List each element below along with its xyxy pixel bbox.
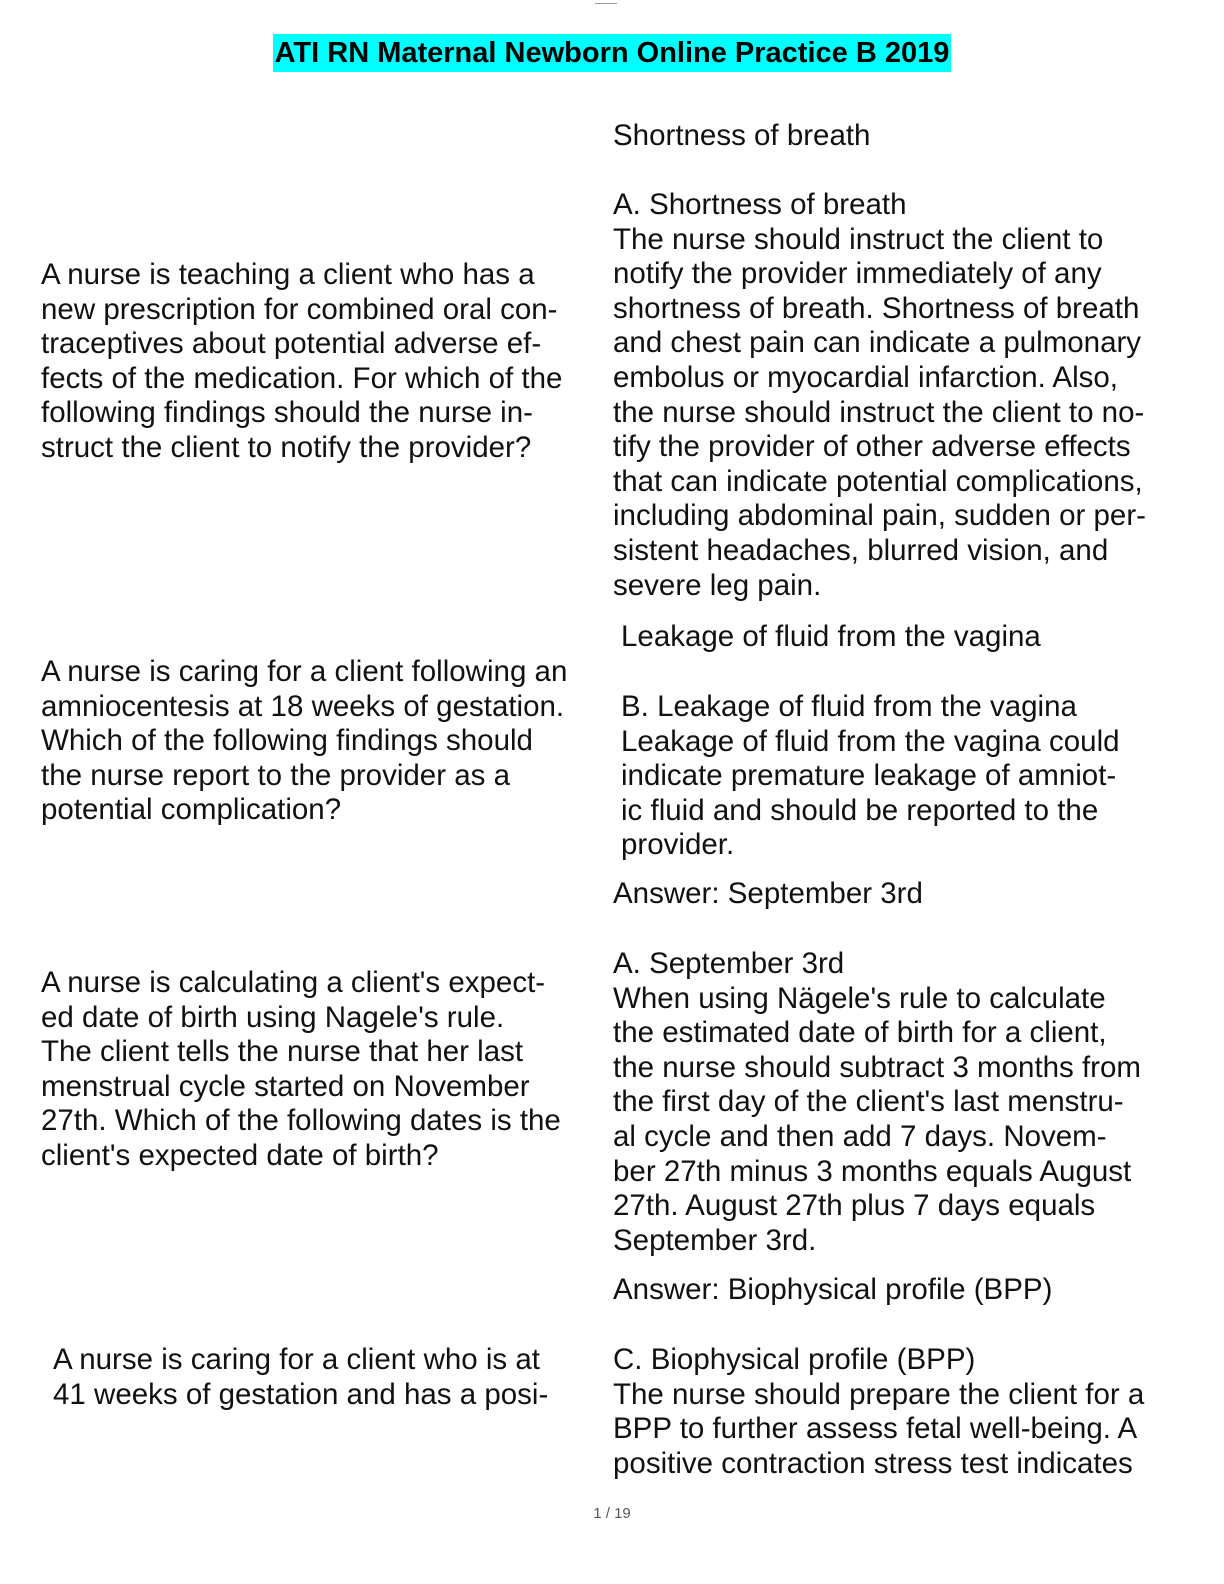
answer-summary: Answer: Biophysical profile (BPP) bbox=[613, 1273, 1053, 1306]
answer-summary: Shortness of breath bbox=[613, 119, 871, 152]
answer-summary: Leakage of fluid from the vagina bbox=[621, 620, 1041, 653]
title-container bbox=[0, 34, 1224, 72]
answer-explanation: B. Leakage of fluid from the vagina Leakage of fluid from the vagina could indicate premature leakage of amniot- ic fluid and should be reported to the provider. bbox=[621, 690, 1120, 862]
question-text: A nurse is calculating a client's expect- ed date of birth using Nagele's rule. The client tells the nurse that her last menstrual cycle started on November 27th. Which of the following dates is the client's expected date of birth? bbox=[41, 966, 561, 1172]
answer-explanation: A. September 3rd When using Nägele's rule to calculate the estimated date of birth for a client, the nurse should subtract 3 months from the first day of the client's last menstru- al cycle and then add 7 days. Novem- ber 27th minus 3 months equals August 27th. August 27th plus 7 days equals September 3rd. bbox=[613, 947, 1141, 1257]
top-header-mark bbox=[595, 0, 617, 4]
answer-explanation: A. Shortness of breath The nurse should instruct the client to notify the provider immediately of any shortness of breath. Shortness of breath and chest pain can indicate a pulmonary embolus or myocardial infarction. Also, the nurse should instruct the client to no- tify the provider of other adverse effects that can indicate potential complications, including abdominal pain, sudden or per- sistent headaches, blurred vision, and severe leg pain. bbox=[613, 188, 1146, 602]
answer-summary: Answer: September 3rd bbox=[613, 877, 923, 910]
page-number: 1 / 19 bbox=[593, 1505, 631, 1522]
document-title: ATI RN Maternal Newborn Online Practice B 2019 bbox=[273, 34, 952, 72]
question-text: A nurse is teaching a client who has a new prescription for combined oral con- traceptives about potential adverse ef- fects of the medication. For which of the following findings should the nurse in- struct the client to notify the provider? bbox=[41, 258, 563, 464]
answer-explanation: C. Biophysical profile (BPP) The nurse should prepare the client for a BPP to further assess fetal well-being. A positive contraction stress test indicates bbox=[613, 1343, 1145, 1480]
question-text: A nurse is caring for a client following an amniocentesis at 18 weeks of gestation. Which of the following findings should the nurse report to the provider as a potential complication? bbox=[41, 655, 568, 827]
question-text: A nurse is caring for a client who is at 41 weeks of gestation and has a posi- bbox=[53, 1343, 549, 1411]
